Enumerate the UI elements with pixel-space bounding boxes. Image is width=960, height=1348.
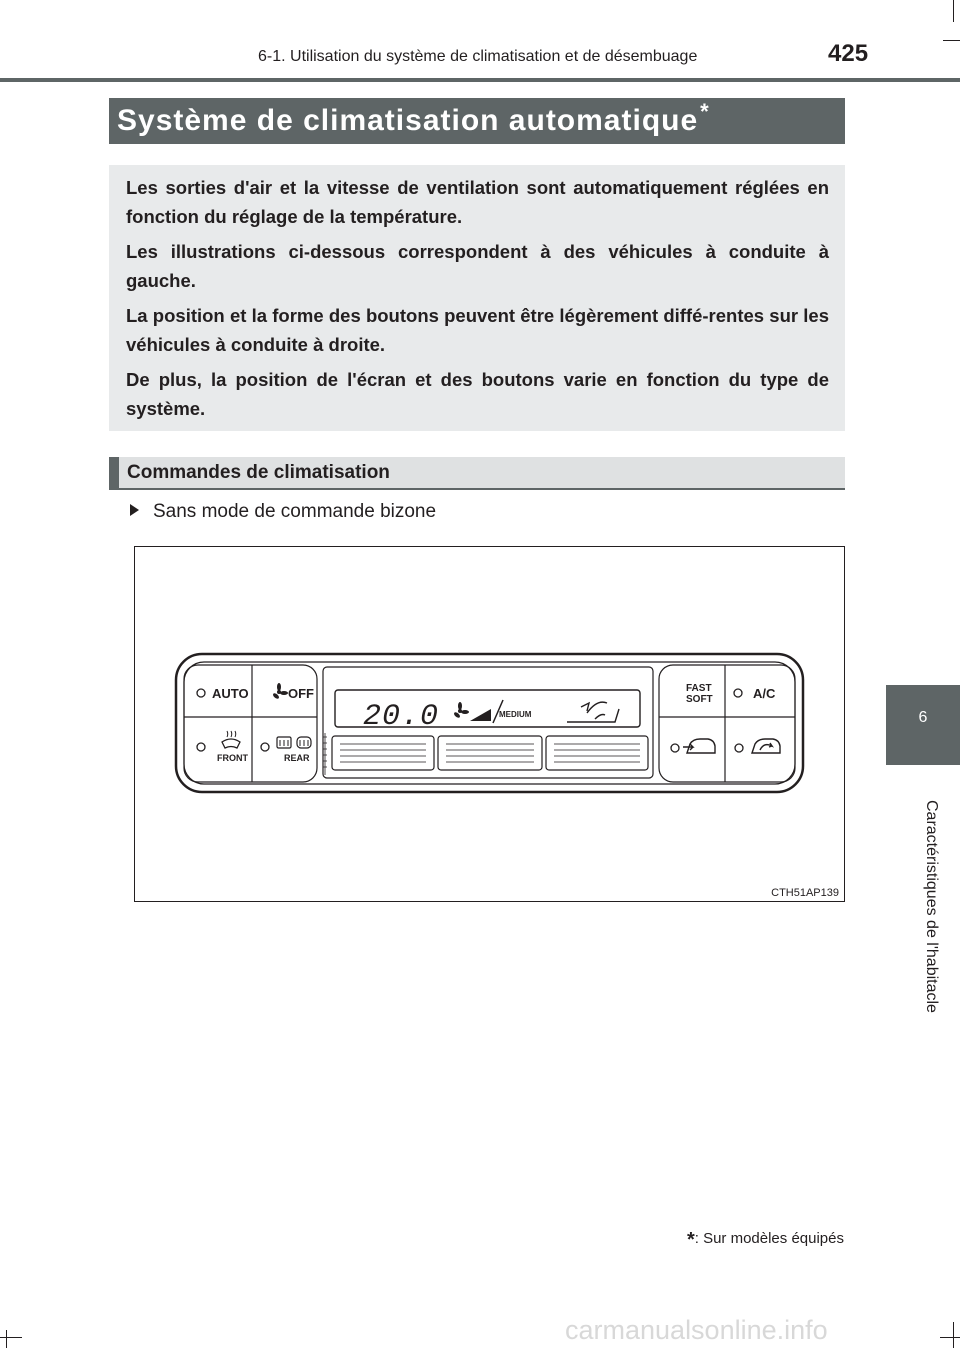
fan-icon [272, 683, 288, 700]
figure-code: CTH51AP139 [771, 887, 839, 899]
outside-air-icon [683, 739, 715, 753]
footnote [687, 1229, 844, 1252]
recirculated-air-icon [752, 739, 780, 753]
front-defogger-indicator-icon [197, 743, 205, 751]
rear-defogger-icon [277, 737, 311, 748]
ac-label: A/C [753, 686, 776, 701]
front-defogger-button[interactable] [197, 731, 248, 763]
running-head: 6-1. Utilisation du système de climatisation et de désembuage [258, 48, 698, 65]
left-button-block [184, 665, 317, 782]
page-number: 425 [828, 40, 869, 67]
page-title [109, 98, 845, 144]
soft-label: SOFT [686, 694, 713, 705]
rear-defogger-indicator-icon [261, 743, 269, 751]
fan-mode-label: MEDIUM [499, 710, 532, 719]
crop-mark [940, 1337, 960, 1338]
intro-paragraph: De plus, la position de l'écran et des boutons varie en fonction du type de système. [126, 369, 829, 419]
fan-speed-icon [453, 700, 503, 723]
title-footnote-marker: * [700, 99, 710, 124]
auto-button[interactable] [197, 686, 249, 701]
front-defogger-icon [222, 731, 240, 748]
recirculate-indicator-icon [735, 744, 743, 752]
climate-control-panel-illustration [135, 547, 844, 901]
header-rule [0, 78, 960, 82]
crop-mark [943, 40, 960, 41]
figure-frame [134, 546, 845, 902]
auto-label: AUTO [212, 686, 249, 701]
temperature-slider[interactable] [332, 736, 648, 770]
bullet-text: Sans mode de commande bizone [153, 501, 437, 522]
page-title-text: Système de climatisation automatique [117, 104, 699, 137]
rear-defogger-button[interactable] [261, 737, 311, 763]
intro-paragraph: Les sorties d'air et la vitesse de ventilation sont automatiquement réglées en fonction du réglage de la température. [126, 177, 829, 227]
airflow-mode-icon [567, 702, 619, 722]
section-header: Commandes de climatisation [109, 457, 845, 490]
watermark: carmanualsonline.info [565, 1315, 828, 1345]
footnote-marker: * [686, 1229, 695, 1251]
chapter-number: 6 [918, 709, 928, 726]
crop-mark [953, 0, 954, 22]
panel-outer [176, 654, 803, 792]
off-label: OFF [288, 686, 314, 701]
crop-mark [0, 1337, 22, 1338]
outside-air-button[interactable] [671, 739, 715, 753]
footnote-text: : Sur modèles équipés [694, 1230, 844, 1247]
intro-box [109, 165, 845, 431]
chapter-tab[interactable] [886, 685, 960, 765]
intro-paragraph: Les illustrations ci-dessous correspondent à des véhicules à conduite à gauche. [126, 241, 829, 291]
crop-mark [6, 1330, 7, 1348]
temperature-readout: 20.0 [363, 700, 440, 734]
fan-off-button[interactable] [272, 683, 314, 701]
recirculate-button[interactable] [735, 739, 780, 753]
bullet-triangle-icon [130, 504, 139, 516]
bullet-item [130, 500, 436, 524]
fast-label: FAST [686, 683, 712, 694]
right-button-block [659, 665, 795, 782]
intro-paragraph: La position et la forme des boutons peuvent être légèrement diffé-rentes sur les véhicules à conduite à droite. [126, 305, 829, 355]
outside-air-indicator-icon [671, 744, 679, 752]
rear-label: REAR [284, 753, 310, 763]
auto-indicator-icon [197, 689, 205, 697]
chapter-title: Caractéristiques de l'habitacle [923, 800, 940, 1013]
fast-soft-button[interactable] [686, 683, 713, 705]
ac-indicator-icon [734, 689, 742, 697]
front-label: FRONT [217, 753, 248, 763]
panel-inner [184, 662, 795, 784]
crop-mark [953, 1322, 954, 1348]
ac-button[interactable] [734, 686, 776, 701]
